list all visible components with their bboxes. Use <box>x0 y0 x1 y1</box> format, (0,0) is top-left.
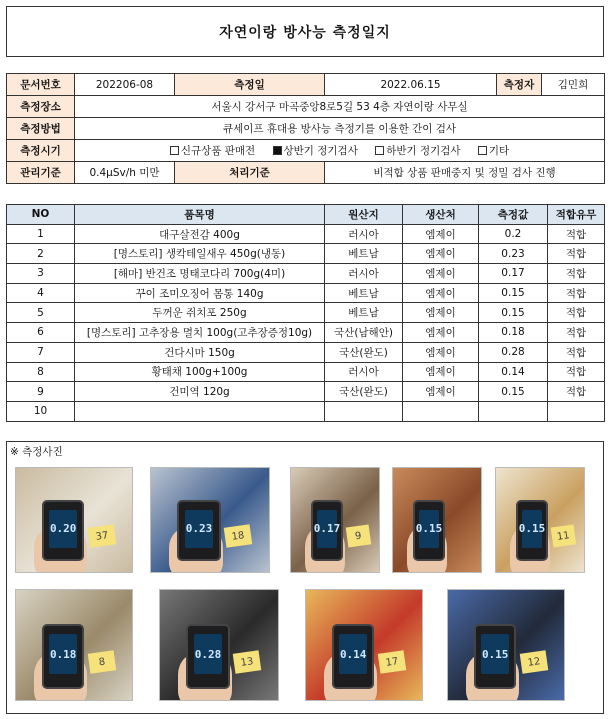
date-value: 2022.06.15 <box>325 74 497 96</box>
info-table <box>6 73 605 184</box>
measurement-photo <box>150 467 270 573</box>
cell-no: 10 <box>7 401 75 421</box>
place-label: 측정장소 <box>7 96 75 118</box>
sticky-note: 8 <box>88 650 117 673</box>
cell-origin: 국산(완도) <box>325 342 403 362</box>
proc-label: 처리기준 <box>175 162 325 184</box>
cell-origin: 러시아 <box>325 264 403 284</box>
cell-no: 1 <box>7 224 75 244</box>
option-label: 하반기 정기검사 <box>386 145 461 157</box>
timing-option-new[interactable] <box>170 143 255 158</box>
dosimeter-reading: 0.15 <box>481 634 509 674</box>
cell-result: 적합 <box>548 264 605 284</box>
measurer-label: 측정자 <box>497 74 542 96</box>
cell-no: 7 <box>7 342 75 362</box>
cell-origin: 국산(남해안) <box>325 323 403 343</box>
cell-no: 3 <box>7 264 75 284</box>
dosimeter-device <box>42 500 84 561</box>
cell-no: 5 <box>7 303 75 323</box>
cell-maker: 엠제이 <box>403 323 479 343</box>
measurement-photo <box>495 467 585 573</box>
table-row <box>7 283 605 303</box>
cell-name: [명스토리] 고추장용 멸치 100g(고추장증정10g) <box>75 323 325 343</box>
measurement-photo <box>447 589 565 701</box>
sticky-note: 37 <box>88 525 117 548</box>
cell-value: 0.2 <box>479 224 548 244</box>
cell-no: 2 <box>7 244 75 264</box>
mgmt-value: 0.4μSv/h 미만 <box>75 162 175 184</box>
measurer-value: 김민희 <box>542 74 605 96</box>
col-value: 측정값 <box>479 205 548 225</box>
cell-name: 꾸이 조미오징어 몸통 140g <box>75 283 325 303</box>
cell-value: 0.18 <box>479 323 548 343</box>
cell-origin: 러시아 <box>325 224 403 244</box>
table-row <box>7 342 605 362</box>
mgmt-label: 관리기준 <box>7 162 75 184</box>
photo-section <box>6 441 604 714</box>
measurement-photo <box>305 589 423 701</box>
checkbox-icon <box>170 146 179 155</box>
cell-maker: 엠제이 <box>403 283 479 303</box>
dosimeter-device <box>42 624 84 689</box>
dosimeter-reading: 0.14 <box>339 634 367 674</box>
date-label: 측정일 <box>175 74 325 96</box>
dosimeter-reading: 0.28 <box>194 634 222 674</box>
sticky-note: 12 <box>520 650 549 673</box>
col-name: 품목명 <box>75 205 325 225</box>
dosimeter-reading: 0.23 <box>185 510 213 548</box>
table-row <box>7 362 605 382</box>
doc-no-value: 202206-08 <box>75 74 175 96</box>
dosimeter-device <box>516 500 548 561</box>
dosimeter-device <box>332 624 374 689</box>
table-row <box>7 264 605 284</box>
cell-no: 6 <box>7 323 75 343</box>
cell-value: 0.15 <box>479 382 548 402</box>
option-label: 상반기 정기검사 <box>283 145 358 157</box>
cell-no: 8 <box>7 362 75 382</box>
table-row <box>7 382 605 402</box>
cell-result <box>548 401 605 421</box>
cell-maker: 엠제이 <box>403 224 479 244</box>
method-value: 큐세이프 휴대용 방사능 측정기를 이용한 간이 검사 <box>75 118 605 140</box>
dosimeter-reading: 0.20 <box>49 510 77 548</box>
cell-name: 건미역 120g <box>75 382 325 402</box>
dosimeter-device <box>311 500 343 561</box>
place-value: 서울시 강서구 마곡중앙8로5길 53 4층 자연이랑 사무실 <box>75 96 605 118</box>
dosimeter-reading: 0.18 <box>49 634 77 674</box>
dosimeter-device <box>177 500 220 561</box>
checkbox-icon <box>273 146 282 155</box>
cell-no: 9 <box>7 382 75 402</box>
cell-origin: 러시아 <box>325 362 403 382</box>
sticky-note: 17 <box>378 650 407 673</box>
measurement-photo <box>392 467 482 573</box>
timing-option-first-half[interactable] <box>273 143 358 158</box>
measurement-photo <box>15 589 133 701</box>
checkbox-icon <box>375 146 384 155</box>
sticky-note: 11 <box>551 525 576 548</box>
col-maker: 생산처 <box>403 205 479 225</box>
cell-result: 적합 <box>548 382 605 402</box>
sticky-note: 18 <box>224 525 253 548</box>
title-text: 자연이랑 방사능 측정일지 <box>219 24 391 41</box>
cell-origin: 국산(완도) <box>325 382 403 402</box>
cell-result: 적합 <box>548 244 605 264</box>
cell-value: 0.17 <box>479 264 548 284</box>
cell-name: [명스토리] 생칵테일새우 450g(냉동) <box>75 244 325 264</box>
doc-no-label: 문서번호 <box>7 74 75 96</box>
cell-name: 건다시마 150g <box>75 342 325 362</box>
page-title <box>6 6 604 57</box>
proc-value: 비적합 상품 판매중지 및 정밀 검사 진행 <box>325 162 605 184</box>
measurement-photo <box>15 467 133 573</box>
table-row <box>7 303 605 323</box>
cell-name <box>75 401 325 421</box>
cell-result: 적합 <box>548 362 605 382</box>
table-row <box>7 224 605 244</box>
option-label: 신규상품 판매전 <box>180 145 256 157</box>
table-row <box>7 244 605 264</box>
cell-value: 0.15 <box>479 303 548 323</box>
dosimeter-reading: 0.15 <box>419 510 439 548</box>
cell-result: 적합 <box>548 342 605 362</box>
cell-result: 적합 <box>548 224 605 244</box>
cell-value: 0.23 <box>479 244 548 264</box>
cell-name: 두꺼운 쥐치포 250g <box>75 303 325 323</box>
option-label: 기타 <box>488 145 510 157</box>
col-origin: 원산지 <box>325 205 403 225</box>
cell-origin <box>325 401 403 421</box>
cell-origin: 베트남 <box>325 283 403 303</box>
cell-maker: 엠제이 <box>403 244 479 264</box>
timing-option-other[interactable] <box>478 143 509 158</box>
timing-options <box>75 140 605 162</box>
cell-value: 0.28 <box>479 342 548 362</box>
cell-result: 적합 <box>548 283 605 303</box>
photos-label: ※ 측정사진 <box>10 446 63 458</box>
method-label: 측정방법 <box>7 118 75 140</box>
dosimeter-device <box>474 624 516 689</box>
measurement-photo <box>290 467 380 573</box>
cell-name: 대구살전감 400g <box>75 224 325 244</box>
cell-maker: 엠제이 <box>403 303 479 323</box>
cell-maker: 엠제이 <box>403 264 479 284</box>
cell-value: 0.14 <box>479 362 548 382</box>
table-row <box>7 323 605 343</box>
sticky-note: 9 <box>346 525 371 548</box>
cell-no: 4 <box>7 283 75 303</box>
timing-label: 측정시기 <box>7 140 75 162</box>
cell-value: 0.15 <box>479 283 548 303</box>
dosimeter-device <box>413 500 445 561</box>
cell-result: 적합 <box>548 323 605 343</box>
cell-result: 적합 <box>548 303 605 323</box>
col-no: NO <box>7 205 75 225</box>
cell-value <box>479 401 548 421</box>
cell-maker: 엠제이 <box>403 382 479 402</box>
cell-origin: 베트남 <box>325 303 403 323</box>
col-result: 적합유무 <box>548 205 605 225</box>
cell-name: 황태채 100g+100g <box>75 362 325 382</box>
sticky-note: 13 <box>233 650 262 673</box>
dosimeter-device <box>186 624 229 689</box>
cell-origin: 베트남 <box>325 244 403 264</box>
timing-option-second-half[interactable] <box>375 143 460 158</box>
checkbox-icon <box>478 146 487 155</box>
cell-name: [해마] 반건조 명태코다리 700g(4미) <box>75 264 325 284</box>
items-header-row <box>7 205 605 225</box>
dosimeter-reading: 0.15 <box>522 510 542 548</box>
cell-maker <box>403 401 479 421</box>
table-row <box>7 401 605 421</box>
items-table <box>6 204 605 422</box>
dosimeter-reading: 0.17 <box>317 510 337 548</box>
cell-maker: 엠제이 <box>403 362 479 382</box>
cell-maker: 엠제이 <box>403 342 479 362</box>
measurement-photo <box>159 589 279 701</box>
